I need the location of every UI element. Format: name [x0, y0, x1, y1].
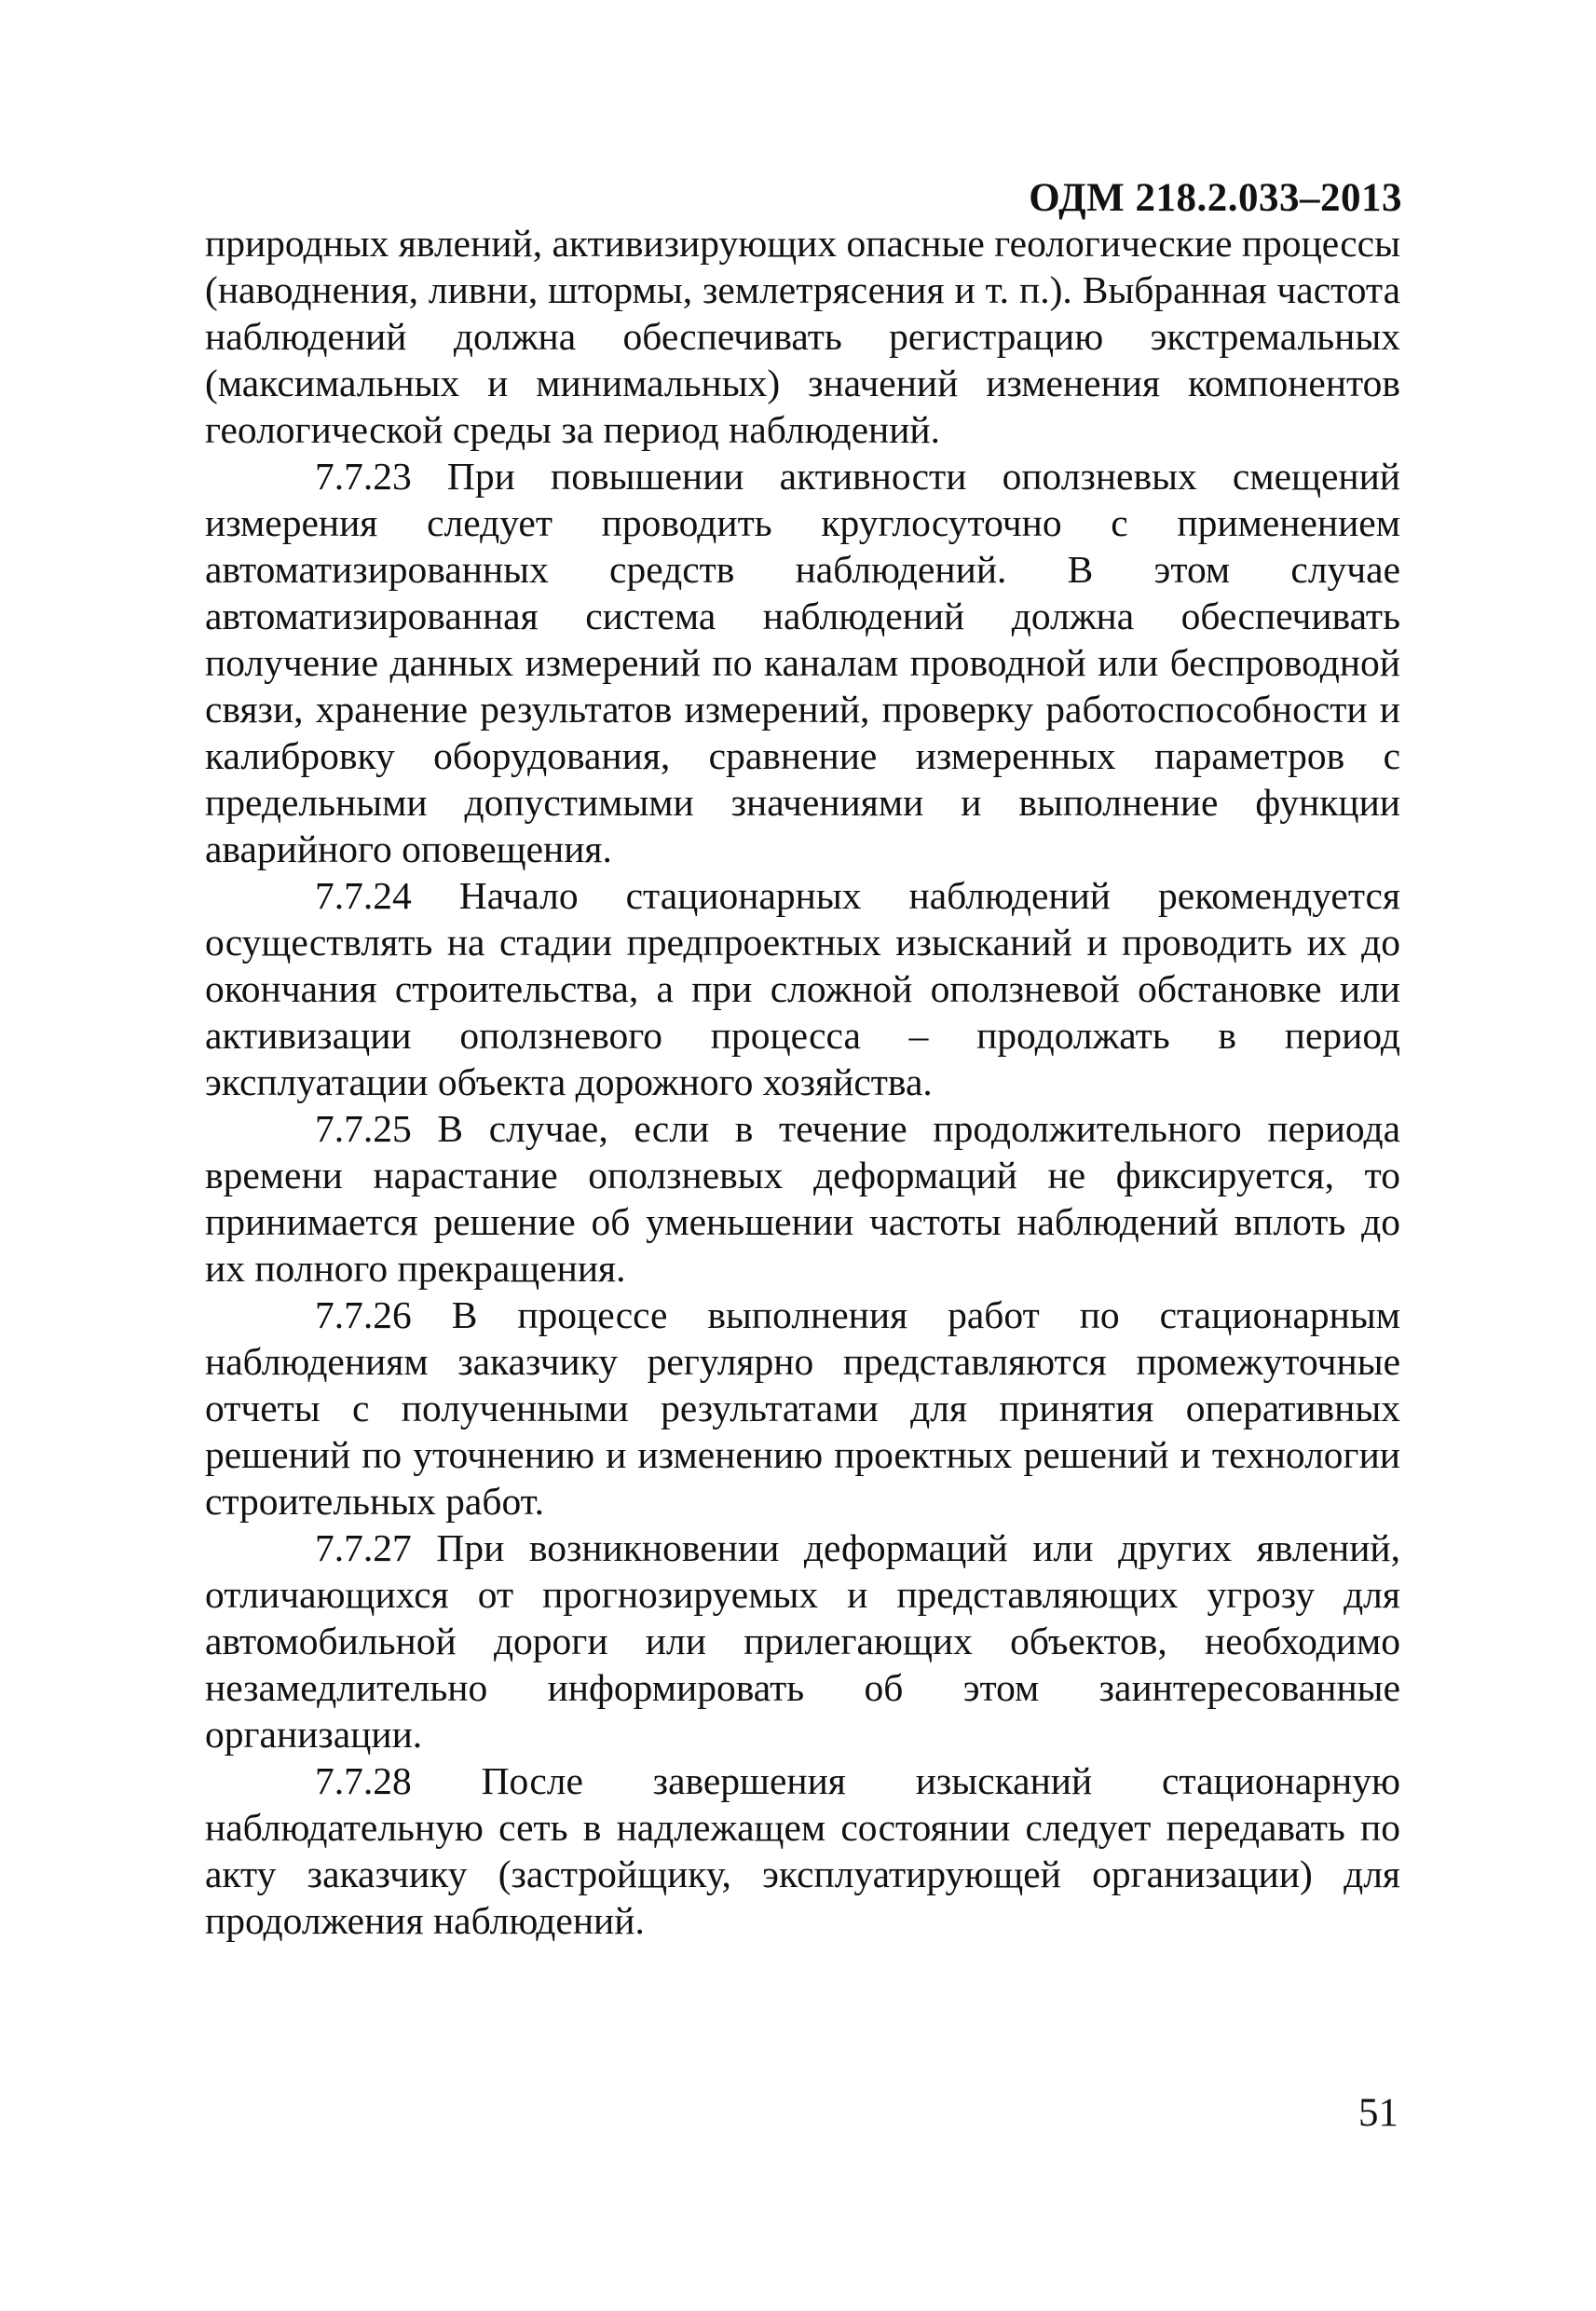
paragraph-7-7-24: 7.7.24 Начало стационарных наблюдений рекомендуется осуществлять на стадии предпроектных изысканий и проводить их до окончания строительства, а при сложной оползневой обстановке или активизации оползневого процесса – продолжать в период эксплуатации объекта дорожного хозяйства. [205, 874, 1400, 1103]
paragraph-7-7-26: 7.7.26 В процессе выполнения работ по стационарным наблюдениям заказчику регулярно представляются промежуточные отчеты с полученными результатами для принятия оперативных решений по уточнению и изменению проектных решений и технологии строительных работ. [205, 1293, 1400, 1523]
paragraph-7-7-23: 7.7.23 При повышении активности оползневых смещений измерения следует проводить круглосуточно с применением автоматизированных средств наблюдений. В этом случае автоматизированная система наблюдений должна обеспечивать получение данных измерений по каналам проводной или беспроводной связи, хранение результатов измерений, проверку работоспособности и калибровку оборудования, сравнение измеренных параметров с предельными допустимыми значениями и выполнение функции аварийного оповещения. [205, 455, 1400, 870]
document-code-header: ОДМ 218.2.033–2013 [1029, 176, 1402, 220]
body-text [205, 220, 1400, 1944]
paragraph-7-7-28: 7.7.28 После завершения изысканий стационарную наблюдательную сеть в надлежащем состоянии следует передавать по акту заказчику (застройщику, эксплуатирующей организации) для продолжения наблюдений. [205, 1759, 1400, 1942]
page-number: 51 [1358, 2091, 1398, 2135]
paragraph-7-7-25: 7.7.25 В случае, если в течение продолжительного периода времени нарастание оползневых деформаций не фиксируется, то принимается решение об уменьшении частоты наблюдений вплоть до их полного прекращения. [205, 1107, 1400, 1290]
paragraph-7-7-27: 7.7.27 При возникновении деформаций или других явлений, отличающихся от прогнозируемых и представляющих угрозу для автомобильной дороги или прилегающих объектов, необходимо незамедлительно информировать об этом заинтересованные организации. [205, 1526, 1400, 1756]
paragraph-continuation: природных явлений, активизирующих опасные геологические процессы (наводнения, ливни, штормы, землетрясения и т. п.). Выбранная частота наблюдений должна обеспечивать регистрацию экстремальных (максимальных и минимальных) значений изменения компонентов геологической среды за период наблюдений. [205, 222, 1400, 451]
